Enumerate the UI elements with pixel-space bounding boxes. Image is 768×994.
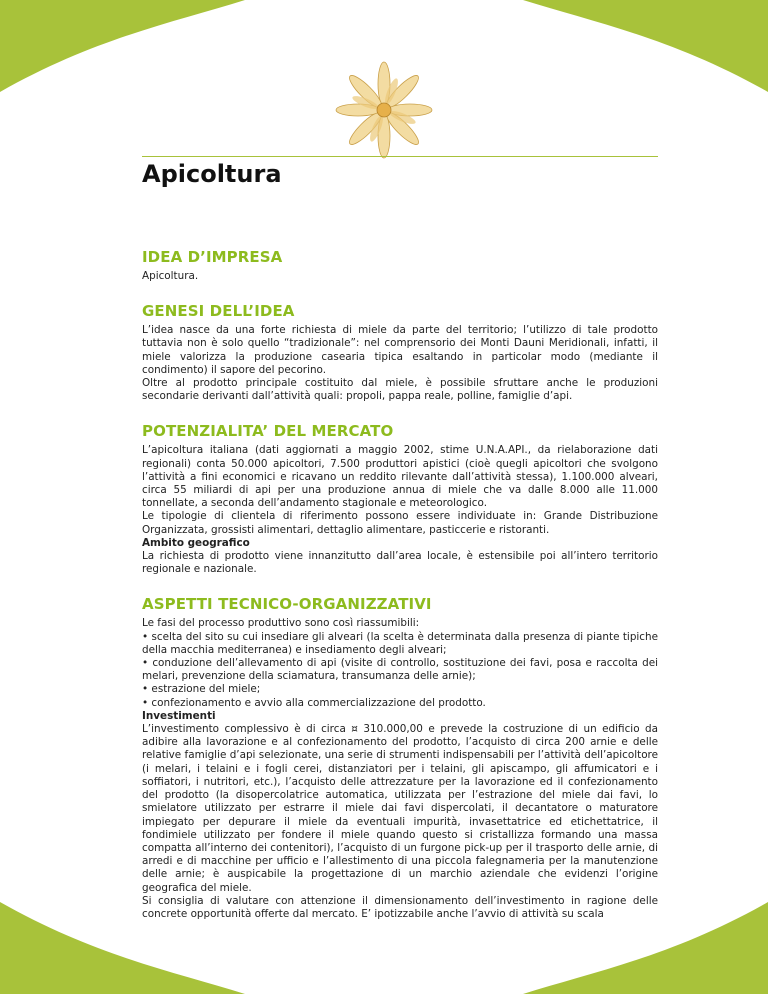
paragraph: Oltre al prodotto principale costituito dal miele, è possibile sfruttare anche le produzioni secondarie derivanti dall’attività quali: propoli, pappa reale, polline, famiglie d’api. (142, 377, 658, 403)
flower-logo-icon (334, 60, 434, 160)
paragraph: Apicoltura. (142, 270, 199, 282)
section-heading: POTENZIALITA’ DEL MERCATO (142, 422, 394, 441)
bullet-item: • estrazione del miele; (142, 683, 261, 696)
paragraph: Si consiglia di valutare con attenzione il dimensionamento dell’investimento in ragione delle concrete opportunità offerte dal mercato. E’ ipotizzabile anche l’avvio di attività su scala (142, 894, 658, 920)
bullet-item: • scelta del sito su cui insediare gli alveari (la scelta è determinata dalla presenza di piante tipiche della macchia mediterranea) e insediamento degli alveari; (142, 630, 658, 656)
subheading-investimenti: Investimenti (142, 709, 216, 722)
corner-decoration-top-left (0, 0, 245, 92)
paragraph: Le tipologie di clientela di riferimento possono essere individuate in: Grande Distribuzione Organizzata, grossisti alimentari, dettaglio alimentare, pasticcerie e ristoranti. (142, 510, 658, 536)
corner-decoration-top-right (523, 0, 768, 92)
paragraph: La richiesta di prodotto viene innanzitutto dall’area locale, è estensibile poi all’intero territorio regionale e nazionale. (142, 550, 658, 576)
section-heading: ASPETTI TECNICO-ORGANIZZATIVI (142, 595, 432, 614)
section-idea-impresa (142, 248, 658, 283)
paragraph: L’apicoltura italiana (dati aggiornati a maggio 2002, stime U.N.A.API., da rielaborazione dati regionali) conta 50.000 apicoltori, 7.500 produttori apistici (cioè quegli apicoltori che svolgono l’attività a fini economici e ricavano un reddito rilevante dall’attività stessa), 1.100.000 alveari, circa 55 miliardi di api per una produzione annua di miele che va dalle 8.000 alle 11.000 tonnellate, a seconda dell’andamento stagionale e meteorologico. (142, 444, 658, 510)
paragraph: Le fasi del processo produttivo sono così riassumibili: (142, 617, 420, 630)
section-heading: IDEA D’IMPRESA (142, 248, 283, 266)
paragraph: L’idea nasce da una forte richiesta di miele da parte del territorio; l’utilizzo di tale prodotto tuttavia non è solo quello “tradizionale”: nel comprensorio dei Monti Dauni Meridionali, infatti, il miele valorizza la produzione casearia tipica esaltando in particolar modo (mediante il condimento) il sapore del pecorino. (142, 324, 658, 376)
section-aspetti-tecnico-organizzativi (142, 595, 658, 921)
section-potenzialita-mercato (142, 422, 658, 576)
section-heading: GENESI DELL’IDEA (142, 302, 295, 321)
bullet-item: • conduzione dell’allevamento di api (visite di controllo, sostituzione dei favi, posa e raccolta dei melari, prevenzione della sciamatura, transumanza delle arnie); (142, 657, 658, 683)
subheading-ambito-geografico: Ambito geografico (142, 536, 250, 549)
document-body (142, 248, 658, 940)
section-genesi-idea (142, 302, 658, 403)
title-rule (142, 156, 658, 157)
document-title: Apicoltura (142, 160, 282, 188)
paragraph: L’investimento complessivo è di circa ¤ 310.000,00 e prevede la costruzione di un edificio da adibire alla lavorazione e al confezionamento del prodotto, l’acquisto di circa 200 arnie e delle relative famiglie d’api selezionate, una serie di strumenti indispensabili per l’attività dell’apicoltore (i melari, i telaini e i fogli cerei, distanziatori per i telaini, gli apiscampo, gli affumicatori e i soffiatori, i nutritori, etc.), l’acquisto delle attrezzature per la lavorazione ed il confezionamento del prodotto (la disopercolatrice automatica, utilizzata per l’estrazione del miele dai favi, lo smielatore utilizzato per estrarre il miele dai favi dispercolati, il decantatore o maturatore impiegato per depurare il miele da eventuali impurità, invasettatrice ed etichettatrice, il fondimiele utilizzato per fondere il miele quando questo si cristallizza formando una massa compatta all’interno dei contenitori), l’acquisto di un furgone pick-up per il trasporto delle arnie, di arredi e di macchine per ufficio e l’allestimento di una piccola falegnameria per la manutenzione delle arnie; è auspicabile la progettazione di un marchio aziendale che evidenzi l’origine geografica del miele. (142, 723, 658, 894)
bullet-item: • confezionamento e avvio alla commercializzazione del prodotto. (142, 696, 486, 709)
